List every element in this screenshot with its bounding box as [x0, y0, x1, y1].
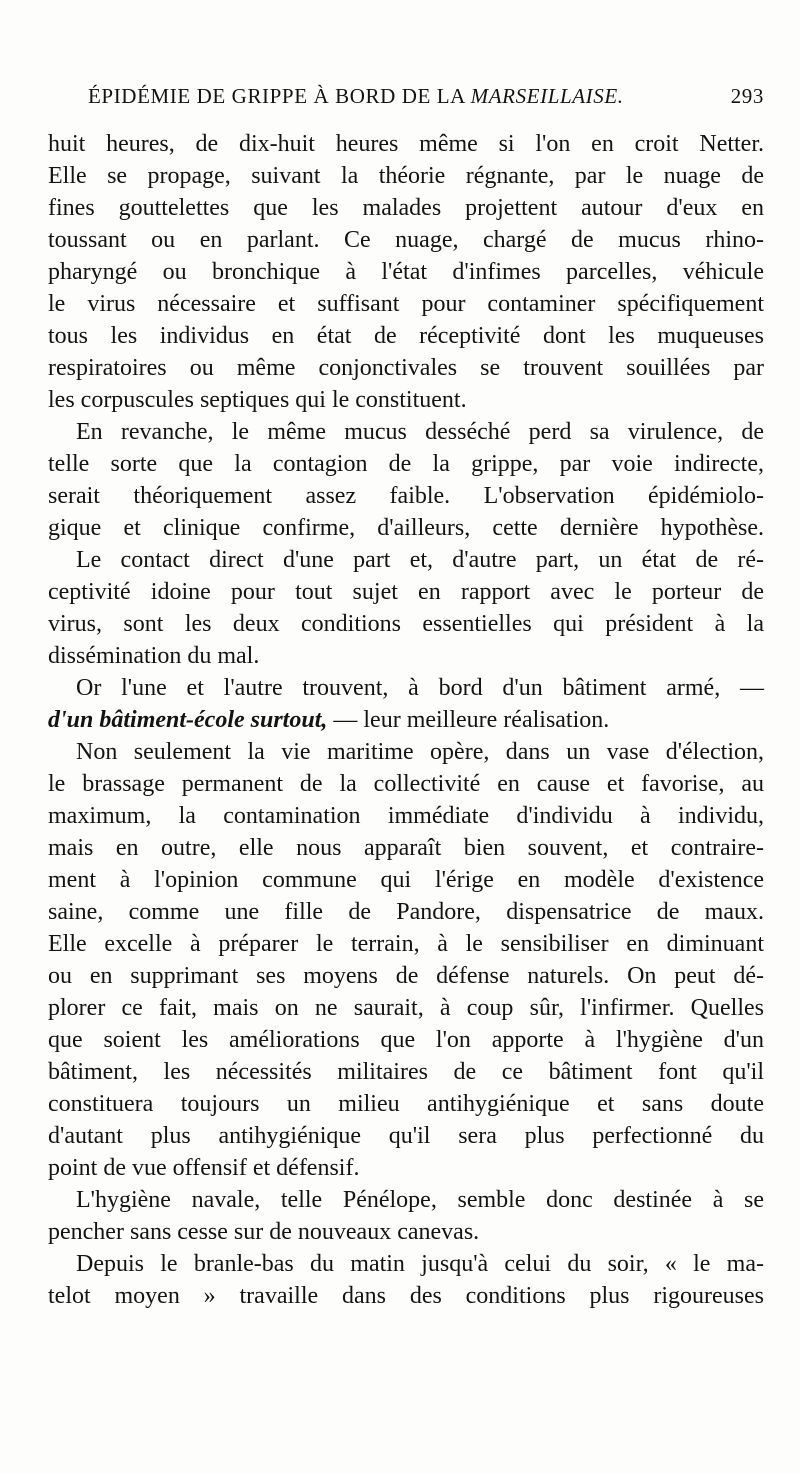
paragraph-6: [48, 1184, 764, 1248]
text-line: maximum, la contamination immédiate d'individu à individu,: [48, 803, 764, 829]
text-line: Non seulement la vie maritime opère, dans un vase d'élection,: [76, 739, 764, 765]
text-line: Depuis le branle-bas du matin jusqu'à celui du soir, « le ma-: [76, 1251, 764, 1277]
text-line: d'autant plus antihygiénique qu'il sera plus perfectionné du: [48, 1123, 764, 1149]
running-head-title: [88, 84, 624, 109]
paragraph-7: [48, 1248, 764, 1312]
body-text: [48, 128, 764, 1312]
running-head: [88, 84, 764, 118]
text-line: ceptivité idoine pour tout sujet en rapport avec le porteur de: [48, 579, 764, 605]
text-line: Elle se propage, suivant la théorie régnante, par le nuage de: [48, 163, 764, 189]
text-line: toussant ou en parlant. Ce nuage, chargé de mucus rhino-: [48, 227, 764, 253]
text-line: dissémination du mal.: [48, 643, 260, 669]
text-line: L'hygiène navale, telle Pénélope, semble donc destinée à se: [76, 1187, 764, 1213]
text-line: [48, 704, 764, 736]
text-line: telot moyen » travaille dans des conditions plus rigoureuses: [48, 1283, 764, 1309]
text-line: fines gouttelettes que les malades projettent autour d'eux en: [48, 195, 764, 221]
text-line: ou en supprimant ses moyens de défense naturels. On peut dé-: [48, 963, 764, 989]
paragraph-4: [48, 672, 764, 736]
text-line: pharyngé ou bronchique à l'état d'infimes parcelles, véhicule: [48, 259, 764, 285]
text-line: ment à l'opinion commune qui l'érige en modèle d'existence: [48, 867, 764, 893]
text-line: respiratoires ou même conjonctivales se trouvent souillées par: [48, 355, 764, 381]
paragraph-1: [48, 128, 764, 416]
running-head-title-prefix: ÉPIDÉMIE DE GRIPPE À BORD DE LA: [88, 84, 471, 108]
text-line: que soient les améliorations que l'on apporte à l'hygiène d'un: [48, 1027, 764, 1053]
paragraph-2: [48, 416, 764, 544]
text-line: plorer ce fait, mais on ne saurait, à coup sûr, l'infirmer. Quelles: [48, 995, 764, 1021]
text-line: pencher sans cesse sur de nouveaux canevas.: [48, 1219, 480, 1245]
text-line: virus, sont les deux conditions essentielles qui président à la: [48, 611, 764, 637]
text-line: En revanche, le même mucus desséché perd sa virulence, de: [76, 419, 764, 445]
text-line: les corpuscules septiques qui le constituent.: [48, 387, 467, 413]
text-line: point de vue offensif et défensif.: [48, 1155, 360, 1181]
italic-emphasis: d'un bâtiment-école surtout,: [48, 707, 328, 733]
text-line: huit heures, de dix-huit heures même si l'on en croit Netter.: [48, 131, 764, 157]
text-line: le virus nécessaire et suffisant pour contaminer spécifiquement: [48, 291, 764, 317]
text-line: tous les individus en état de réceptivité dont les muqueuses: [48, 323, 764, 349]
text-line: telle sorte que la contagion de la grippe, par voie indirecte,: [48, 451, 764, 477]
text-line: bâtiment, les nécessités militaires de ce bâtiment font qu'il: [48, 1059, 764, 1085]
text-line: Le contact direct d'une part et, d'autre part, un état de ré-: [76, 547, 764, 573]
text-line: mais en outre, elle nous apparaît bien souvent, et contraire-: [48, 835, 764, 861]
text-line: serait théoriquement assez faible. L'observation épidémiolo-: [48, 483, 764, 509]
running-head-title-ship: MARSEILLAISE.: [470, 84, 624, 108]
text-line: Or l'une et l'autre trouvent, à bord d'un bâtiment armé, —: [76, 675, 764, 701]
text-line: Elle excelle à préparer le terrain, à le sensibiliser en diminuant: [48, 931, 764, 957]
text-line: gique et clinique confirme, d'ailleurs, cette dernière hypothèse.: [48, 515, 764, 541]
text-line-rest: — leur meilleure réalisation.: [327, 707, 610, 733]
text-line: constituera toujours un milieu antihygiénique et sans doute: [48, 1091, 764, 1117]
text-line: saine, comme une fille de Pandore, dispensatrice de maux.: [48, 899, 764, 925]
text-line: le brassage permanent de la collectivité en cause et favorise, au: [48, 771, 764, 797]
paragraph-5: [48, 736, 764, 1184]
page-number: 293: [730, 84, 764, 108]
paragraph-3: [48, 544, 764, 672]
